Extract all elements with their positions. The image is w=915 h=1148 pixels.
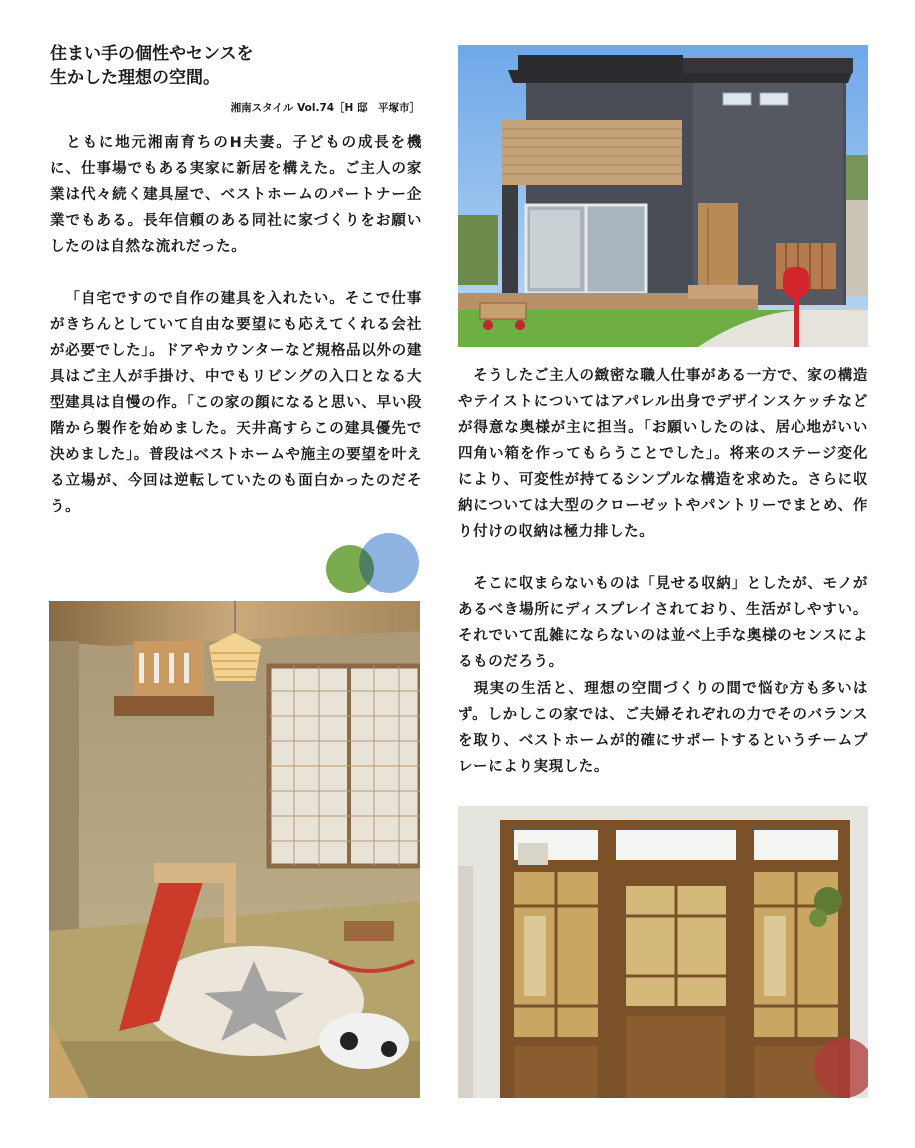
decorative-circles <box>325 533 421 595</box>
living-doors-photo <box>458 806 868 1098</box>
article-paragraph-4: そこに収まらないものは「見せる収納」としたが、モノがあるべき場所にディスプレイされており、生活がしやすい。それでいて乱雑にならないのは並べ上手な奥様のセンスによるものだろう。 <box>458 576 868 670</box>
article-paragraph-5: 現実の生活と、理想の空間づくりの間で悩む方も多いはず。しかしこの家では、ご夫婦それぞれの力でそのバランスを取り、ベストホームが的確にサポートするというチームプレーにより実現した。 <box>458 681 868 775</box>
article-paragraph-2: 「自宅ですので自作の建具を入れたい。そこで仕事がきちんとしていて自由な要望にも応えてくれる会社が必要でした」。ドアやカウンターなど規格品以外の建具はご主人が手掛け、中でもリビングの入口となる大型建具は自慢の作。「この家の顔になると思い、早い段階から製作を始めました。天井高すらこの建具優先で決めました」。普段はベストホームや施主の要望を叶える立場が、今回は逆転していたのも面白かったのだそう。 <box>50 291 422 515</box>
title-line-2: 生かした理想の空間。 <box>50 68 220 88</box>
page-title <box>50 42 254 90</box>
article-credit: 湘南スタイル Vol.74［H 邸 平塚市］ <box>230 102 420 114</box>
house-exterior-photo <box>458 45 868 347</box>
article-paragraph-3: そうしたご主人の緻密な職人仕事がある一方で、家の構造やテイストについてはアパレル出身でデザインスケッチなどが得意な奥様が主に担当。「お願いしたのは、居心地がいい四角い箱を作ってもらうことでした」。将来のステージ変化により、可変性が持てるシンプルな構造を求めた。さらに収納については大型のクローゼットやパントリーでまとめ、作り付けの収納は極力排した。 <box>458 368 868 540</box>
kids-room-photo <box>49 601 420 1098</box>
title-line-1: 住まい手の個性やセンスを <box>50 44 254 64</box>
article-paragraph-1: ともに地元湘南育ちのH夫妻。子どもの成長を機に、仕事場でもある実家に新居を構えた。ご主人の家業は代々続く建具屋で、ベストホームのパートナー企業でもある。長年信頼のある同社に家づくりをお願いしたのは自然な流れだった。 <box>50 135 422 255</box>
